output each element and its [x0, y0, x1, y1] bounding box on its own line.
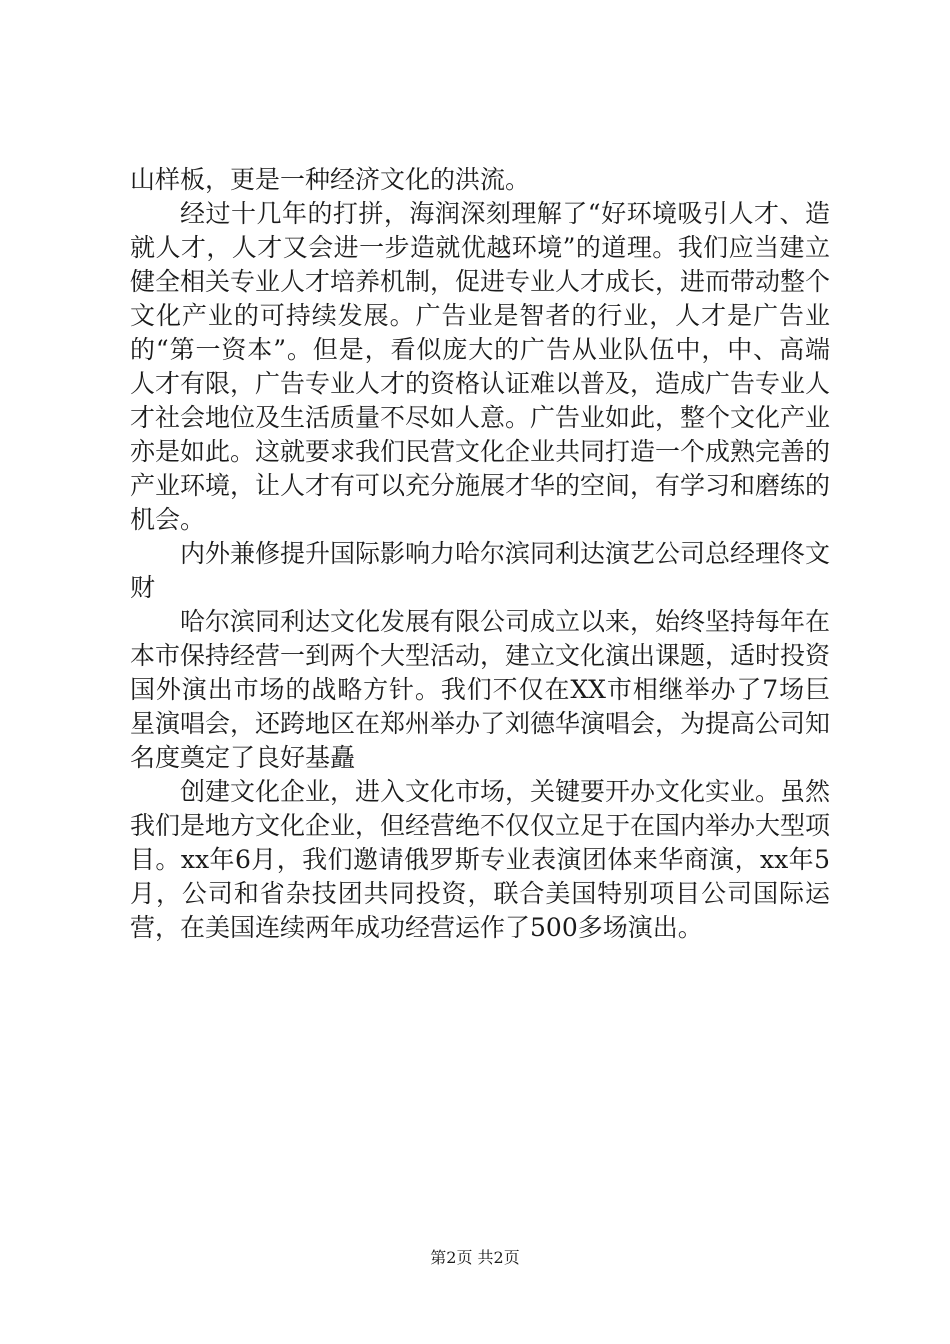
paragraph-4: 哈尔滨同利达文化发展有限公司成立以来，始终坚持每年在本市保持经营一到两个大型活动，建立文化演出课题，适时投资国外演出市场的战略方针。我们不仅在XX市相继举办了7场巨星演唱会，还跨地区在郑州举办了刘德华演唱会，为提高公司知名度奠定了良好基矗	[130, 607, 831, 772]
paragraph-1: 山样板，更是一种经济文化的洪流。	[130, 165, 531, 194]
paragraph-2: 经过十几年的打拼，海润深刻理解了“好环境吸引人才、造就人才，人才又会进一步造就优越环境”的道理。我们应当建立健全相关专业人才培养机制，促进专业人才成长，进而带动整个文化产业的可持续发展。广告业是智者的行业，人才是广告业的“第一资本”。但是，看似庞大的广告从业队伍中，中、高端人才有限，广告专业人才的资格认证难以普及，造成广告专业人才社会地位及生活质量不尽如人意。广告业如此，整个文化产业亦是如此。这就要求我们民营文化企业共同打造一个成熟完善的产业环境，让人才有可以充分施展才华的空间，有学习和磨练的机会。	[130, 199, 831, 534]
page-footer: 第2页 共2页	[430, 1248, 520, 1267]
section-heading-paragraph: 内外兼修提升国际影响力哈尔滨同利达演艺公司总经理佟文财	[130, 539, 831, 602]
paragraph-5: 创建文化企业，进入文化市场，关键要开办文化实业。虽然我们是地方文化企业，但经营绝不仅仅立足于在国内举办大型项目。xx年6月，我们邀请俄罗斯专业表演团体来华商演，xx年5月，公司和省杂技团共同投资，联合美国特别项目公司国际运营，在美国连续两年成功经营运作了500多场演出。	[130, 777, 831, 942]
document-body	[130, 163, 830, 945]
